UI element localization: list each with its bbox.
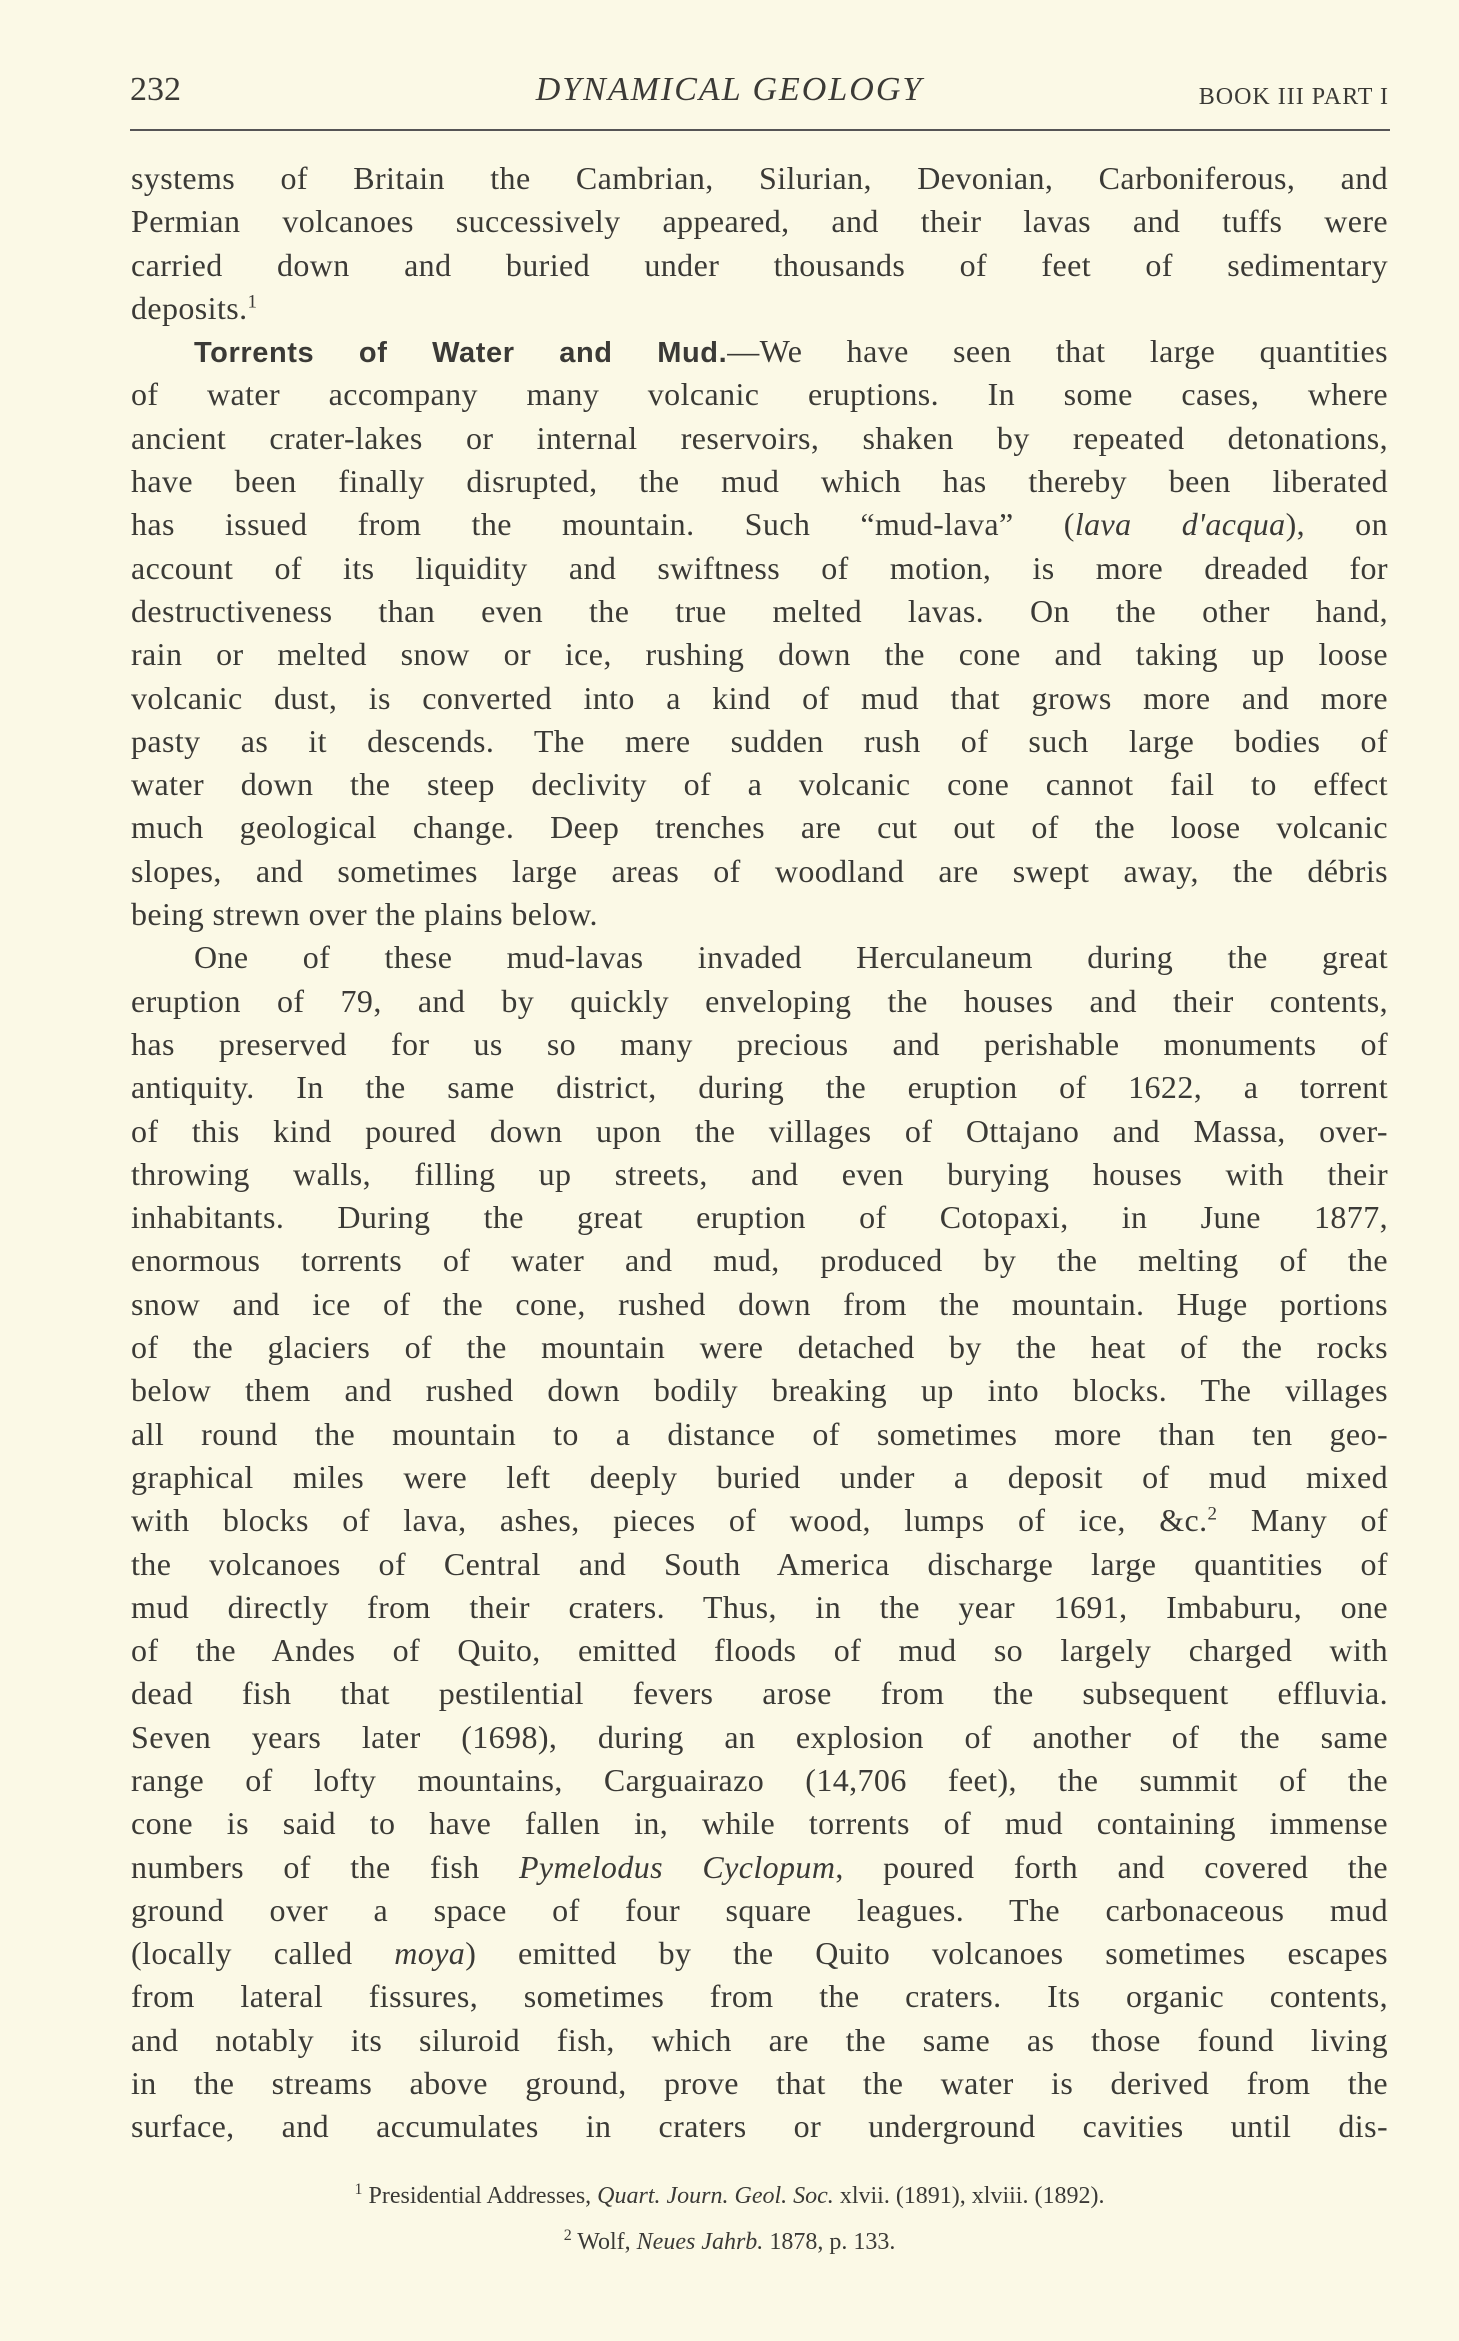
book-part-label: BOOK III PART I	[1198, 84, 1389, 110]
text-run: of the Andes of Quito, emitted floods of mud so largely charged with	[131, 1632, 1388, 1669]
text-line	[131, 893, 1388, 936]
text-run: volcanic dust, is converted into a kind of mud that grows more and more	[131, 679, 1388, 716]
text-run: rain or melted snow or ice, rushing down the cone and taking up loose	[131, 636, 1388, 673]
text-run: the volcanoes of Central and South America discharge large quantities of	[131, 1545, 1388, 1582]
text-run: cone is said to have fallen in, while torrents of mud containing immense	[131, 1805, 1388, 1842]
text-line	[131, 1889, 1388, 1932]
text-run: ancient crater-lakes or internal reservoirs, shaken by repeated detonations,	[131, 419, 1388, 456]
text-line	[131, 1413, 1388, 1456]
text-run: account of its liquidity and swiftness of motion, is more dreaded for	[131, 549, 1388, 586]
text-run: mud directly from their craters. Thus, in the year 1691, Imbaburu, one	[131, 1588, 1388, 1625]
text-line	[131, 590, 1388, 633]
footnote-mark: 1	[354, 2181, 363, 2198]
text-run: ), on	[1285, 506, 1388, 543]
text-run: of this kind poured down upon the villages of Ottajano and Massa, over-	[131, 1112, 1388, 1149]
text-line	[131, 287, 1388, 330]
text-line	[131, 2062, 1388, 2105]
text-line	[131, 1369, 1388, 1412]
text-line	[131, 200, 1388, 243]
text-line	[131, 1110, 1388, 1153]
text-line	[131, 1066, 1388, 1109]
text-line	[131, 1846, 1388, 1889]
text-line	[131, 677, 1388, 720]
text-run: Many of	[1217, 1502, 1388, 1539]
text-line	[131, 503, 1388, 546]
text-line	[131, 330, 1388, 373]
text-run: below them and rushed down bodily breaking up into blocks. The villages	[131, 1372, 1388, 1409]
footnote-reference: 2	[1207, 1503, 1218, 1525]
text-run: One of these mud-lavas invaded Herculaneum during the great	[194, 939, 1388, 976]
text-run: deposits.	[131, 289, 248, 326]
text-line	[131, 1672, 1388, 1715]
text-line	[131, 633, 1388, 676]
text-line	[131, 1023, 1388, 1066]
text-run: Seven years later (1698), during an explosion of another of the same	[131, 1718, 1388, 1755]
text-run: enormous torrents of water and mud, produced by the melting of the	[131, 1242, 1388, 1279]
body-text	[131, 157, 1388, 2149]
text-run: of the glaciers of the mountain were detached by the heat of the rocks	[131, 1329, 1388, 1366]
text-run: eruption of 79, and by quickly enveloping the houses and their contents,	[131, 982, 1388, 1019]
footnote	[0, 2170, 1459, 2216]
text-line	[131, 1283, 1388, 1326]
text-run: and notably its siluroid fish, which are the same as those found living	[131, 2021, 1388, 2058]
text-run: being strewn over the plains below.	[131, 896, 598, 933]
text-run: Wolf,	[571, 2229, 637, 2255]
italic-text: Neues Jahrb.	[636, 2229, 764, 2255]
text-line	[131, 936, 1388, 979]
italic-text: Quart. Journ. Geol. Soc.	[597, 2183, 834, 2209]
text-run: in the streams above ground, prove that the water is derived from the	[131, 2065, 1388, 2102]
text-line	[131, 850, 1388, 893]
text-run: dead fish that pestilential fevers arose from the subsequent effluvia.	[131, 1675, 1388, 1712]
text-line	[131, 1629, 1388, 1672]
text-run: destructiveness than even the true melted lavas. On the other hand,	[131, 592, 1388, 629]
text-run: numbers of the fish	[131, 1848, 519, 1885]
text-line	[131, 157, 1388, 200]
text-line	[131, 1759, 1388, 1802]
text-run: pasty as it descends. The mere sudden rush of such large bodies of	[131, 722, 1388, 759]
text-run: snow and ice of the cone, rushed down from the mountain. Huge portions	[131, 1285, 1388, 1322]
section-heading: Torrents of Water and Mud.	[194, 337, 728, 370]
text-line	[131, 2105, 1388, 2148]
text-line	[131, 2019, 1388, 2062]
italic-text: moya	[394, 1935, 466, 1972]
text-run: , poured forth and covered the	[835, 1848, 1388, 1885]
text-line	[131, 1716, 1388, 1759]
text-line	[131, 1975, 1388, 2018]
text-line	[131, 806, 1388, 849]
text-line	[131, 1326, 1388, 1369]
footnote-reference: 1	[247, 291, 258, 313]
text-run: graphical miles were left deeply buried under a deposit of mud mixed	[131, 1458, 1388, 1495]
text-line	[131, 1196, 1388, 1239]
text-line	[131, 1586, 1388, 1629]
text-run: all round the mountain to a distance of sometimes more than ten geo-	[131, 1415, 1388, 1452]
text-run: Permian volcanoes successively appeared, and their lavas and tuffs were	[131, 203, 1388, 240]
footnotes	[0, 2170, 1459, 2262]
text-run: has issued from the mountain. Such “mud-lava” (	[131, 506, 1075, 543]
text-run: systems of Britain the Cambrian, Silurian, Devonian, Carboniferous, and	[131, 160, 1388, 196]
text-line	[131, 1153, 1388, 1196]
text-line	[131, 1802, 1388, 1845]
italic-text: Pymelodus Cyclopum	[518, 1848, 836, 1885]
text-run: xlvii. (1891), xlviii. (1892).	[833, 2183, 1105, 2209]
footnote	[0, 2216, 1459, 2262]
text-run: range of lofty mountains, Carguairazo (14,706 feet), the summit of the	[131, 1761, 1388, 1798]
text-line	[131, 373, 1388, 416]
text-run: carried down and buried under thousands of feet of sedimentary	[131, 246, 1388, 283]
text-run: slopes, and sometimes large areas of woodland are swept away, the débris	[131, 852, 1388, 889]
text-run: Presidential Addresses,	[362, 2183, 598, 2209]
text-run: of water accompany many volcanic eruptions. In some cases, where	[131, 376, 1388, 413]
text-line	[131, 547, 1388, 590]
text-run: from lateral fissures, sometimes from the craters. Its organic contents,	[131, 1978, 1388, 2015]
text-run: water down the steep declivity of a volcanic cone cannot fail to effect	[131, 766, 1388, 803]
text-line	[131, 1239, 1388, 1282]
text-line	[131, 1456, 1388, 1499]
text-run: with blocks of lava, ashes, pieces of wood, lumps of ice, &c.	[131, 1502, 1208, 1539]
text-run: 1878, p. 133.	[763, 2229, 896, 2255]
text-run: antiquity. In the same district, during the eruption of 1622, a torrent	[131, 1069, 1388, 1106]
italic-text: lava d'acqua	[1074, 506, 1286, 543]
text-line	[131, 980, 1388, 1023]
text-line	[131, 1499, 1388, 1542]
text-line	[131, 244, 1388, 287]
text-run: much geological change. Deep trenches are cut out of the loose volcanic	[131, 809, 1388, 846]
text-run: inhabitants. During the great eruption of Cotopaxi, in June 1877,	[131, 1199, 1388, 1236]
text-line	[131, 1932, 1388, 1975]
text-run: surface, and accumulates in craters or underground cavities until dis-	[131, 2108, 1388, 2145]
page-number: 232	[130, 71, 181, 108]
text-run: throwing walls, filling up streets, and even burying houses with their	[131, 1155, 1388, 1192]
text-run: (locally called	[131, 1935, 395, 1972]
header-rule	[130, 129, 1390, 131]
text-run: ) emitted by the Quito volcanoes sometimes escapes	[465, 1935, 1388, 1972]
text-run: —We have seen that large quantities	[727, 333, 1388, 370]
running-title: DYNAMICAL GEOLOGY	[535, 71, 924, 108]
text-line	[131, 1543, 1388, 1586]
text-run: ground over a space of four square leagues. The carbonaceous mud	[131, 1891, 1388, 1928]
text-line	[131, 763, 1388, 806]
text-run: has preserved for us so many precious and perishable monuments of	[131, 1025, 1388, 1062]
text-line	[131, 720, 1388, 763]
text-run: have been finally disrupted, the mud which has thereby been liberated	[131, 463, 1388, 500]
text-line	[131, 460, 1388, 503]
text-line	[131, 417, 1388, 460]
footnote-mark: 2	[563, 2227, 572, 2244]
